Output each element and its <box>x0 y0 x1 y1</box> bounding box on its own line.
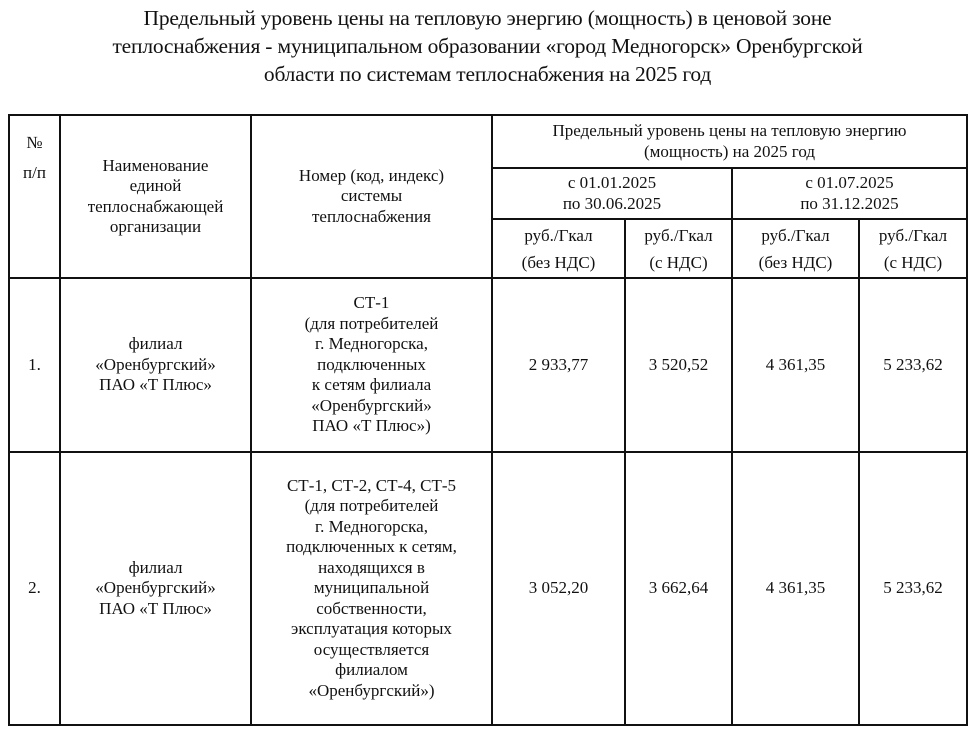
row-system: СТ-1 (для потребителей г. Медногорска, подключенных к сетям филиала «Оренбургский» ПАО «Т Плюс») <box>251 278 492 452</box>
header-unit: руб./Гкал (с НДС) <box>625 219 732 278</box>
row-number: 1. <box>9 278 60 452</box>
price-cell: 5 233,62 <box>859 452 967 725</box>
price-cell: 3 662,64 <box>625 452 732 725</box>
price-cell: 5 233,62 <box>859 278 967 452</box>
header-unit: руб./Гкал (с НДС) <box>859 219 967 278</box>
header-period-2: с 01.07.2025 по 31.12.2025 <box>732 168 967 219</box>
price-table <box>8 114 968 726</box>
title-line: Предельный уровень цены на тепловую энергию (мощность) в ценовой зоне <box>143 6 832 30</box>
header-organization: Наименование единой теплоснабжающей организации <box>60 115 251 278</box>
price-cell: 2 933,77 <box>492 278 625 452</box>
header-unit: руб./Гкал (без НДС) <box>732 219 859 278</box>
header-system: Номер (код, индекс) системы теплоснабжения <box>251 115 492 278</box>
header-price-group: Предельный уровень цены на тепловую энергию (мощность) на 2025 год <box>492 115 967 168</box>
table-row <box>9 452 967 725</box>
header-number: № п/п <box>9 115 60 278</box>
header-period-1: с 01.01.2025 по 30.06.2025 <box>492 168 732 219</box>
price-cell: 4 361,35 <box>732 452 859 725</box>
title-line: теплоснабжения - муниципальном образовании «город Медногорск» Оренбургской <box>112 34 863 58</box>
row-organization: филиал «Оренбургский» ПАО «Т Плюс» <box>60 278 251 452</box>
row-system: СТ-1, СТ-2, СТ-4, СТ-5 (для потребителей г. Медногорска, подключенных к сетям, находящихся в муниципальной собственности, эксплуатация которых осуществляется филиалом «Оренбургский») <box>251 452 492 725</box>
price-cell: 3 052,20 <box>492 452 625 725</box>
row-organization: филиал «Оренбургский» ПАО «Т Плюс» <box>60 452 251 725</box>
header-unit: руб./Гкал (без НДС) <box>492 219 625 278</box>
price-cell: 3 520,52 <box>625 278 732 452</box>
row-number: 2. <box>9 452 60 725</box>
title-line: области по системам теплоснабжения на 2025 год <box>263 62 712 86</box>
document-title <box>0 4 975 88</box>
price-cell: 4 361,35 <box>732 278 859 452</box>
table-row <box>9 278 967 452</box>
